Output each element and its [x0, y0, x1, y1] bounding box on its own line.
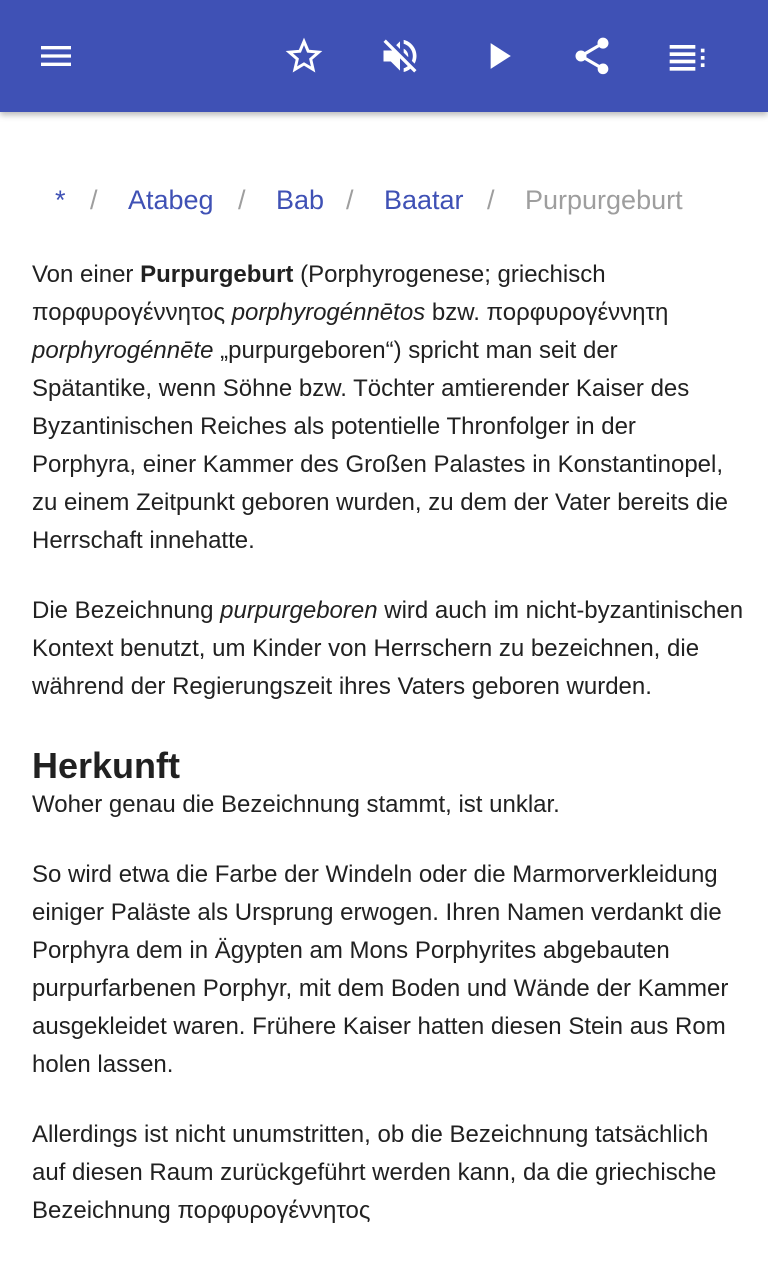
paragraph: Die Bezeichnung purpurgeboren wird auch im nicht-byzantinischen Kontext benutzt, um Kinder von Herrschern zu bezeichnen, die während der Regierungszeit ihres Vaters geboren wurden.: [32, 597, 744, 700]
emphasis-term: purpurgeboren: [220, 597, 378, 624]
breadcrumb-separator: /: [238, 185, 246, 215]
section-heading: Herkunft: [32, 745, 181, 786]
share-button[interactable]: [560, 24, 624, 88]
breadcrumb-separator: /: [487, 185, 495, 215]
paragraph: So wird etwa die Farbe der Windeln oder die Marmorverkleidung einiger Paläste als Ursprung erwogen. Ihren Namen verdankt die Porphyra dem in Ägypten am Mons Porphyrites abgebauten purpurfarbenen Porphyr, mit dem Boden und Wände der Kammer ausgekleidet waren. Frühere Kaiser hatten diesen Stein aus Rom holen lassen.: [32, 861, 729, 1078]
breadcrumb-item-root[interactable]: *: [55, 185, 66, 215]
article-body: [32, 256, 744, 1262]
breadcrumb: [0, 180, 768, 220]
share-icon: [570, 34, 614, 78]
article-title-term: Purpurgeburt: [140, 261, 294, 288]
article-content: [0, 112, 768, 1280]
contents-button[interactable]: [656, 24, 720, 88]
playlist-icon: [666, 34, 710, 78]
breadcrumb-separator: /: [346, 185, 354, 215]
paragraph: Woher genau die Bezeichnung stammt, ist unklar.: [32, 791, 560, 818]
breadcrumb-item-baatar[interactable]: Baatar: [384, 185, 464, 215]
paragraph: Allerdings ist nicht unumstritten, ob die Bezeichnung tatsächlich auf diesen Raum zurückgeführt werden kann, da die griechische Bezeichnung πορφυρογέννητος: [32, 1121, 717, 1224]
play-icon: [476, 34, 520, 78]
breadcrumb-separator: /: [90, 185, 98, 215]
breadcrumb-item-bab[interactable]: Bab: [276, 185, 325, 215]
favorite-button[interactable]: [272, 24, 336, 88]
transliteration: porphyrogénnētos: [231, 299, 426, 326]
play-button[interactable]: [466, 24, 530, 88]
transliteration: porphyrogénnēte: [32, 337, 214, 364]
volume-off-icon: [378, 34, 422, 78]
intro-paragraph: Von einer Purpurgeburt (Porphyrogenese; griechisch πορφυρογέννητος porphyrogénnētos bzw. πορφυρογέννητη porphyrogénnēte „purpurgeboren“) spricht man seit der Spätantike, wenn Söhne bzw. Töchter amtierender Kaiser des Byzantinischen Reiches als potentielle Thronfolger in der Porphyra, einer Kammer des Großen Palastes in Konstantinopel, zu einem Zeitpunkt geboren wurden, zu dem der Vater bereits die Herrschaft innehatte.: [32, 261, 728, 554]
breadcrumb-current: Purpurgeburt: [525, 185, 683, 215]
app-toolbar: [0, 0, 768, 112]
mute-button[interactable]: [368, 24, 432, 88]
menu-button[interactable]: [24, 24, 88, 88]
star-outline-icon: [282, 34, 326, 78]
breadcrumb-item-atabeg[interactable]: Atabeg: [128, 185, 214, 215]
menu-icon: [36, 36, 76, 76]
